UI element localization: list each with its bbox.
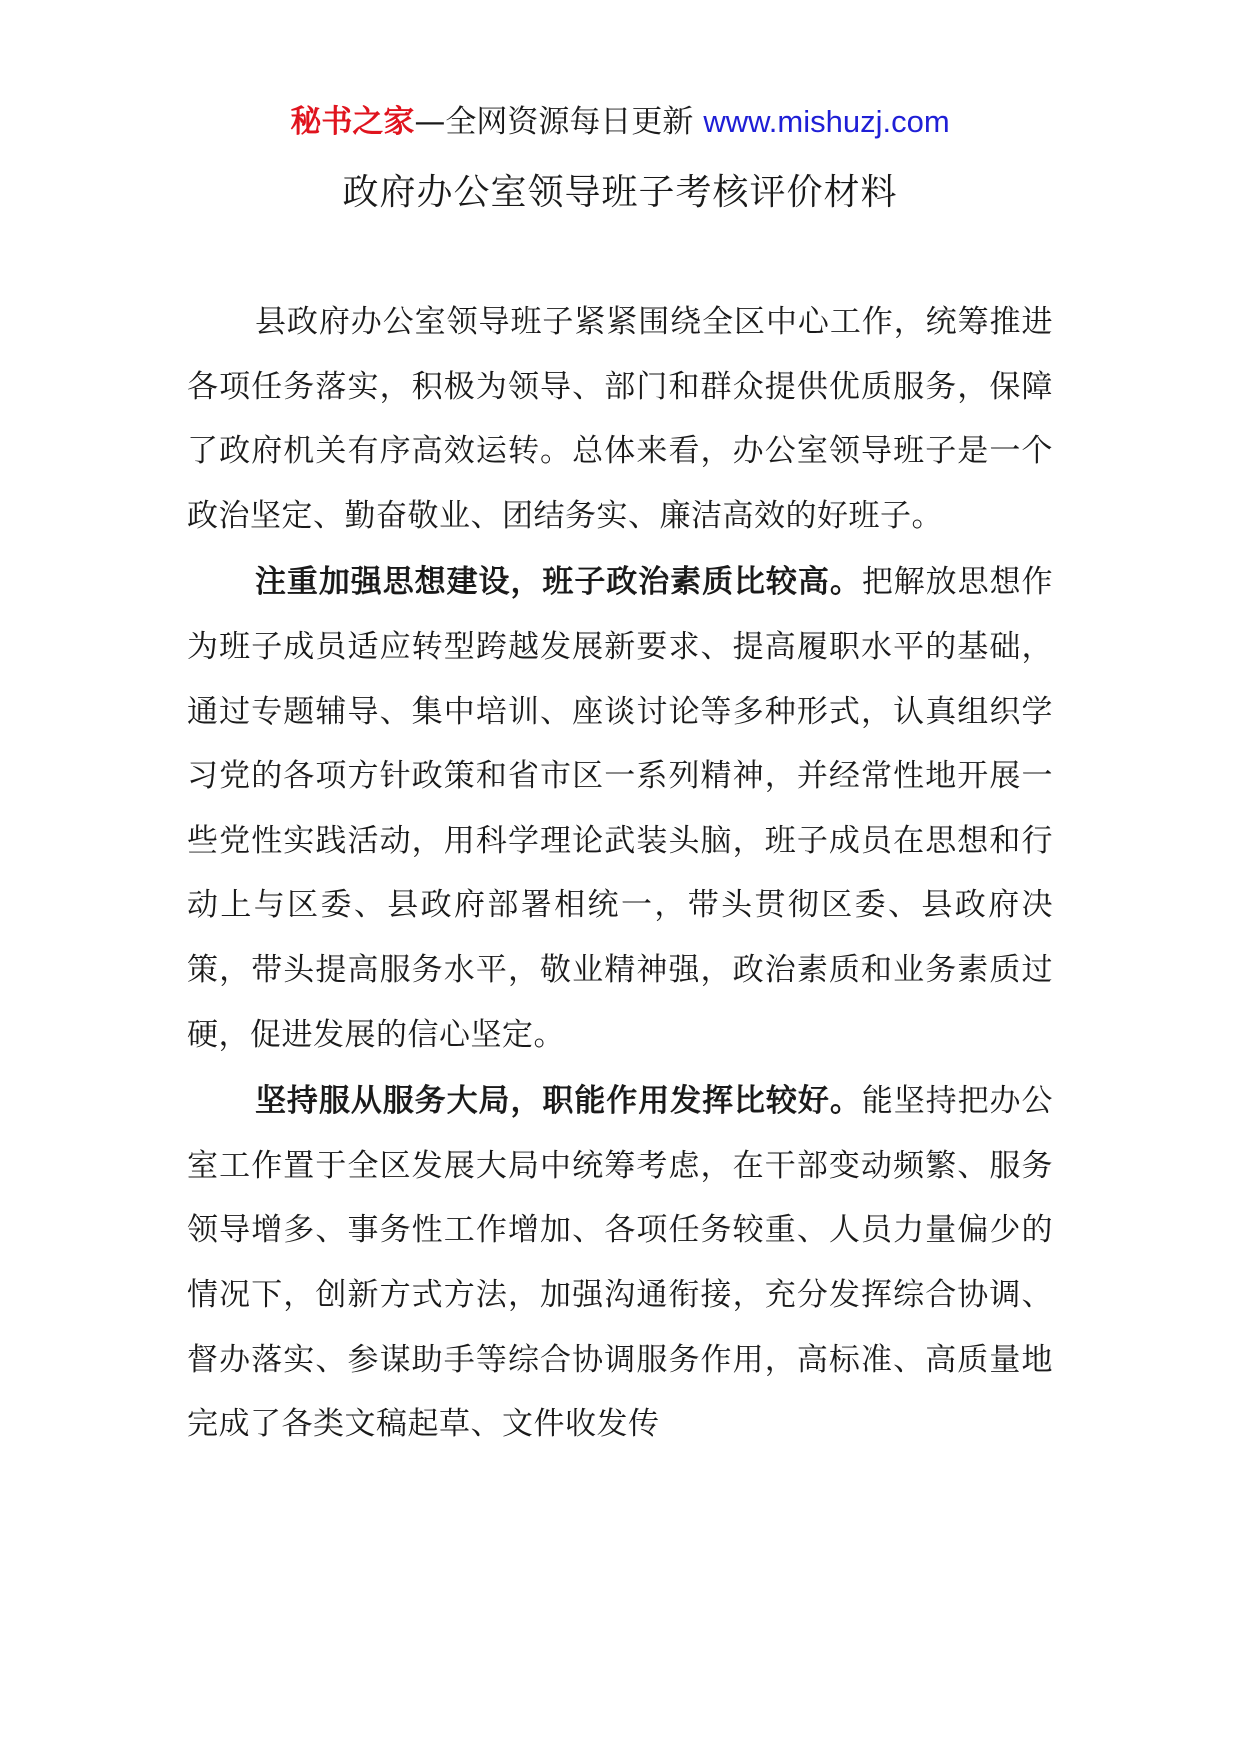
paragraph-3 [187,1069,1053,1457]
site-header [0,100,1240,144]
paragraph-text: 县政府办公室领导班子紧紧围绕全区中心工作，统筹推进各项任务落实，积极为领导、部门和群众提供优质服务，保障了政府机关有序高效运转。总体来看，办公室领导班子是一个政治坚定、勤奋敬业、团结务实、廉洁高效的好班子。 [187,304,1053,534]
site-url-link[interactable]: www.mishuzj.com [703,104,950,139]
brand-name: 秘书之家 [290,104,415,140]
paragraph-text: 把解放思想作为班子成员适应转型跨越发展新要求、提高履职水平的基础，通过专题辅导、集中培训、座谈讨论等多种形式，认真组织学习党的各项方针政策和省市区一系列精神，并经常性地开展一些党性实践活动，用科学理论武装头脑，班子成员在思想和行动上与区委、县政府部署相统一，带头贯彻区委、县政府决策，带头提高服务水平，敬业精神强，政治素质和业务素质过硬，促进发展的信心坚定。 [187,564,1053,1053]
paragraph-1 [187,290,1053,548]
document-body [187,290,1053,1459]
paragraph-lead: 注重加强思想建设，班子政治素质比较高。 [255,564,862,601]
document-title: 政府办公室领导班子考核评价材料 [342,172,898,213]
header-slogan: —全网资源每日更新 [414,104,694,140]
paragraph-2 [187,550,1053,1067]
paragraph-lead: 坚持服从服务大局，职能作用发挥比较好。 [255,1083,862,1120]
paragraph-text: 能坚持把办公室工作置于全区发展大局中统筹考虑，在干部变动频繁、服务领导增多、事务性工作增加、各项任务较重、人员力量偏少的情况下，创新方式方法，加强沟通衔接，充分发挥综合协调、督办落实、参谋助手等综合协调服务作用，高标准、高质量地完成了各类文稿起草、文件收发传 [187,1083,1053,1443]
